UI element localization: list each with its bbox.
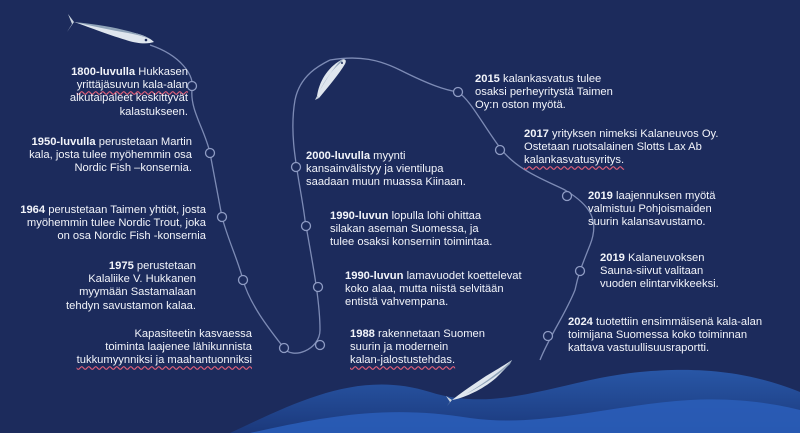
timeline-entry-2019b: 2019 Kalaneuvoksen Sauna-siivut valitaan vuoden elintarvikkeeksi. <box>600 252 719 291</box>
timeline-entry-2000: 2000-luvulla myynti kansainvälistyy ja vientilupa saadaan muun muassa Kiinaan. <box>306 150 466 189</box>
timeline-entry-2015: 2015 kalankasvatus tulee osaksi perheyritystä Taimen Oy:n oston myötä. <box>475 73 613 112</box>
entry-year: 2019 <box>600 252 625 264</box>
entry-year: 2015 <box>475 73 500 85</box>
timeline-entry-capacity: Kapasiteetin kasvaessa toiminta laajenee lähikunnista tukkumyynniksi ja maahantuonniksi <box>76 328 252 367</box>
fish-icon-top-middle <box>313 52 349 100</box>
dot-capacity <box>280 344 289 353</box>
dot-1950 <box>206 149 215 158</box>
entry-year: 2024 <box>568 316 593 328</box>
dot-2024 <box>544 332 553 341</box>
dot-1975 <box>239 276 248 285</box>
dot-2017 <box>496 146 505 155</box>
timeline-entry-1800: 1800-luvulla Hukkasen yrittäjäsuvun kala-alan alkutaipaleet keskittyvät kalastukseen. <box>69 66 188 118</box>
fish-icon-top-left <box>66 12 158 52</box>
entry-year: 1990-luvun <box>330 210 389 222</box>
dot-1964 <box>218 213 227 222</box>
timeline-entry-1975: 1975 perustetaan Kalaliike V. Hukkanen myymään Sastamalaan tehdyn savustamon kalaa. <box>66 260 196 312</box>
dot-2000 <box>292 163 301 172</box>
timeline-entry-1990-late: 1990-luvun lopulla lohi ohittaa silakan aseman Suomessa, ja tulee osaksi konsernin toimintaa. <box>330 210 493 249</box>
entry-year: 1950-luvulla <box>31 136 96 148</box>
entry-year: 1800-luvulla <box>71 66 136 78</box>
timeline-entry-1988: 1988 rakennetaan Suomen suurin ja modernein kalan-jalostustehdas. <box>350 328 485 367</box>
timeline-entry-2024: 2024 tuotettiin ensimmäisenä kala-alan toimijana Suomessa koko toiminnan kattava vastuullisuusraportti. <box>568 316 763 355</box>
dot-1990-late <box>302 222 311 231</box>
timeline-entry-2019a: 2019 laajennuksen myötä valmistuu Pohjoismaiden suurin kalansavustamo. <box>588 190 716 229</box>
entry-year: 2000-luvulla <box>306 150 371 162</box>
dot-2015 <box>454 88 463 97</box>
entry-year: 1964 <box>20 204 46 216</box>
entry-year: 1990-luvun <box>345 270 404 282</box>
timeline-entry-1950: 1950-luvulla perustetaan Martin kala, josta tulee myöhemmin osa Nordic Fish –konsernia. <box>29 136 192 175</box>
timeline-entry-1990-recession: 1990-luvun lamavuodet koettelevat koko alaa, mutta niistä selvitään entistä vahvempana. <box>345 270 522 309</box>
timeline-entry-2017: 2017 yrityksen nimeksi Kalaneuvos Oy. Ostetaan ruotsalainen Slotts Lax Ab kalankasvatusyritys. <box>524 128 719 167</box>
dot-2019a <box>563 192 572 201</box>
entry-year: 1988 <box>350 328 375 340</box>
entry-year: 2017 <box>524 128 549 140</box>
entry-year: 1975 <box>108 260 134 272</box>
dot-2019b <box>576 267 585 276</box>
dot-1990-recession <box>314 283 323 292</box>
timeline-entry-1964: 1964 perustetaan Taimen yhtiöt, josta myöhemmin tulee Nordic Trout, joka on osa Nordic Fish -konsernia <box>20 204 206 243</box>
dot-1988 <box>316 341 325 350</box>
entry-year: 2019 <box>588 190 613 202</box>
dot-1800 <box>188 82 197 91</box>
